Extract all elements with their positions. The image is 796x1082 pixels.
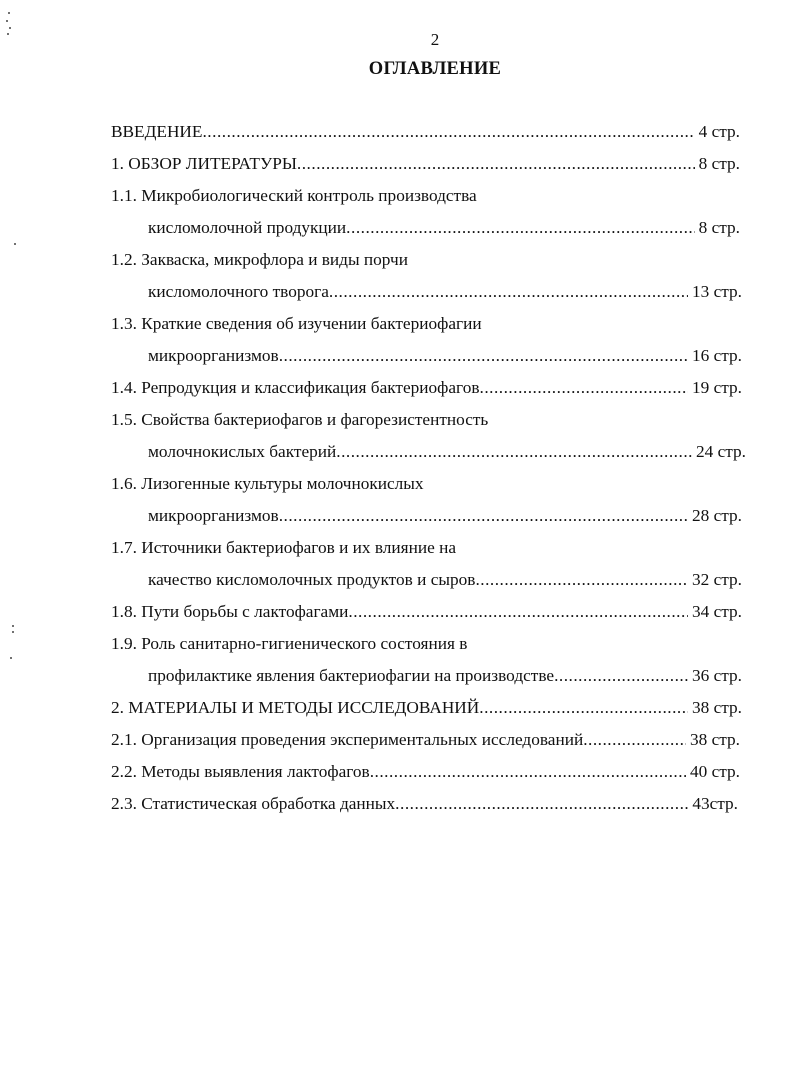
- toc-entry-text: качество кисломолочных продуктов и сыров: [148, 570, 476, 589]
- leader-dots: [370, 760, 686, 784]
- toc-entry-1-4: [111, 376, 742, 400]
- toc-entry-1-6-line-1: 1.6. Лизогенные культуры молочнокислых: [111, 474, 424, 493]
- toc-entry-section-2: [111, 696, 742, 720]
- leader-dots: [480, 376, 689, 400]
- toc-entry-page: 38 стр.: [690, 730, 740, 749]
- leader-dots: [479, 696, 688, 720]
- page-number: 2: [430, 30, 440, 49]
- toc-entry-1-5-line-1: 1.5. Свойства бактериофагов и фагорезистентность: [111, 410, 489, 429]
- toc-entry-2-1: [111, 728, 740, 752]
- toc-entry-text: молочнокислых бактерий: [148, 442, 337, 461]
- toc-entry-1-5: [148, 440, 746, 464]
- toc-entry-2-2: [111, 760, 740, 784]
- leader-dots: [395, 792, 688, 816]
- toc-entry-text: 1.8. Пути борьбы с лактофагами: [111, 602, 349, 621]
- toc-entry-1-1: [148, 216, 740, 240]
- toc-entry-1-3: [148, 344, 742, 368]
- toc-entry-text: 2. МАТЕРИАЛЫ И МЕТОДЫ ИССЛЕДОВАНИЙ: [111, 698, 480, 717]
- leader-dots: [297, 152, 695, 176]
- toc-entry-page: 13 стр.: [692, 282, 742, 301]
- toc-entry-text: микроорганизмов: [148, 346, 279, 365]
- toc-entry-page: 40 стр.: [690, 762, 740, 781]
- toc-entry-page: 16 стр.: [692, 346, 742, 365]
- toc-entry-page: 4 стр.: [698, 122, 740, 141]
- toc-entry-text: 1.4. Репродукция и классификация бактериофагов: [111, 378, 480, 397]
- toc-entry-1-8: [111, 600, 742, 624]
- toc-entry-page: 8 стр.: [698, 218, 740, 237]
- toc-entry-text: 2.2. Методы выявления лактофагов: [111, 762, 370, 781]
- toc-entry-1-9: [148, 664, 742, 688]
- toc-entry-page: 8 стр.: [698, 154, 740, 173]
- toc-entry-section-1: [111, 152, 740, 176]
- toc-entry-page: 36 стр.: [692, 666, 742, 685]
- toc-entry-1-1-line-1: 1.1. Микробиологический контроль производства: [111, 186, 477, 205]
- toc-entry-text: 1. ОБЗОР ЛИТЕРАТУРЫ: [111, 154, 297, 173]
- leader-dots: [475, 568, 688, 592]
- toc-entry-text: 2.3. Статистическая обработка данных: [111, 794, 396, 813]
- toc-entry-text: профилактике явления бактериофагии на производстве: [148, 666, 555, 685]
- toc-entry-page: 24 стр.: [696, 442, 746, 461]
- toc-entry-page: 38 стр.: [692, 698, 742, 717]
- toc-entry-text: 2.1. Организация проведения экспериментальных исследований: [111, 730, 584, 749]
- toc-entry-1-2: [148, 280, 742, 304]
- toc-entry-text: кисломолочной продукции: [148, 218, 347, 237]
- leader-dots: [348, 600, 688, 624]
- leader-dots: [346, 216, 694, 240]
- toc-entry-text: кисломолочного творога: [148, 282, 329, 301]
- toc-entry-1-7: [148, 568, 742, 592]
- toc-entry-1-6: [148, 504, 742, 528]
- toc-entry-1-2-line-1: 1.2. Закваска, микрофлора и виды порчи: [111, 250, 408, 269]
- leader-dots: [336, 440, 692, 464]
- toc-entry-page: 43стр.: [692, 794, 738, 813]
- toc-entry-page: 19 стр.: [692, 378, 742, 397]
- leader-dots: [583, 728, 686, 752]
- leader-dots: [202, 120, 694, 144]
- toc-entry-2-3: [111, 792, 738, 816]
- toc-entry-introduction: [111, 120, 740, 144]
- leader-dots: [554, 664, 688, 688]
- leader-dots: [329, 280, 688, 304]
- page-title: ОГЛАВЛЕНИЕ: [368, 59, 502, 79]
- leader-dots: [279, 344, 688, 368]
- toc-entry-1-3-line-1: 1.3. Краткие сведения об изучении бактериофагии: [111, 314, 482, 333]
- toc-entry-1-9-line-1: 1.9. Роль санитарно-гигиенического состояния в: [111, 634, 468, 653]
- toc-entry-page: 32 стр.: [692, 570, 742, 589]
- toc-entry-page: 28 стр.: [692, 506, 742, 525]
- toc-entry-text: ВВЕДЕНИЕ: [111, 122, 203, 141]
- toc-entry-page: 34 стр.: [692, 602, 742, 621]
- toc-entry-text: микроорганизмов: [148, 506, 279, 525]
- toc-entry-1-7-line-1: 1.7. Источники бактериофагов и их влияние на: [111, 538, 457, 557]
- leader-dots: [279, 504, 688, 528]
